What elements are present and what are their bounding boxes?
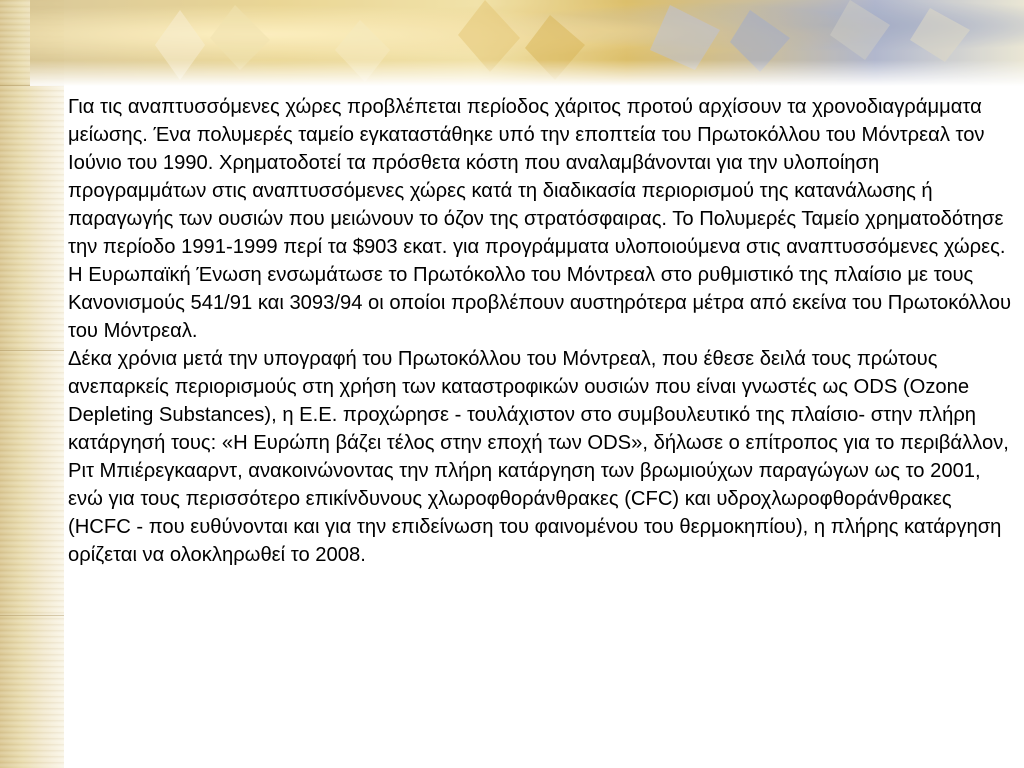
banner-fade (30, 60, 1024, 86)
decorative-banner (30, 0, 1024, 86)
paragraph-multilateral-fund: Για τις αναπτυσσόμενες χώρες προβλέπεται περίοδος χάριτος προτού αρχίσουν τα χρονοδιαγράμματα μείωσης. Ένα πολυμερές ταμείο εγκαταστάθηκε υπό την εποπτεία του Πρωτοκόλλου του Μόντρεαλ τον Ιούνιο του 1990. Χρηματοδοτεί τα πρόσθετα κόστη που αναλαμβάνονται για την υλοποίηση προγραμμάτων στις αναπτυσσόμενες χώρες κατά τη διαδικασία περιορισμού της κατανάλωσης ή παραγωγής των ουσιών που μειώνουν το όζον της στρατόσφαιρας. Το Πολυμερές Ταμείο χρηματοδότησε την περίοδο 1991-1999 περί τα $903 εκατ. για προγράμματα υλοποιούμενα στις αναπτυσσόμενες χώρες. (68, 96, 1006, 258)
parchment-sidebar (0, 0, 64, 768)
paragraph-eu-regulation: Η Ευρωπαϊκή Ένωση ενσωμάτωσε το Πρωτόκολλο του Μόντρεαλ στο ρυθμιστικό της πλαίσιο με τους Κανονισμούς 541/91 και 3093/94 οι οποίοι προβλέπουν αυστηρότερα μέτρα από εκείνα του Πρωτοκόλλου του Μόντρεαλ. (68, 264, 1012, 342)
parchment-tile (0, 86, 64, 351)
paragraph-ods-phaseout: Δέκα χρόνια μετά την υπογραφή του Πρωτοκόλλου του Μόντρεαλ, που έθεσε δειλά τους πρώτους ανεπαρκείς περιορισμούς στη χρήση των καταστροφικών ουσιών που είναι γνωστές ως ODS (Ozone Depleting Substances), η Ε.Ε. προχώρησε - τουλάχιστον στο συμβουλευτικό της πλαίσιο- στην πλήρη κατάργησή τους: «Η Ευρώπη βάζει τέλος στην εποχή των ODS», δήλωσε ο επίτροπος για το περιβάλλον, Ριτ Μπιέρεγκααρντ, ανακοινώνοντας την πλήρη κατάργηση των βρωμιούχων παραγώγων ως το 2001, ενώ για τους περισσότερο επικίνδυνους χλωροφθοράνθρακες (CFC) και υδροχλωροφθοράνθρακες (HCFC - που ευθύνονται και για την επιδείνωση του φαινομένου του θερμοκηπίου), η πλήρης κατάργηση ορίζεται να ολοκληρωθεί το 2008. (68, 348, 1009, 566)
parchment-tile (0, 616, 64, 767)
parchment-tile (0, 351, 64, 616)
slide-body-text (68, 93, 1012, 569)
